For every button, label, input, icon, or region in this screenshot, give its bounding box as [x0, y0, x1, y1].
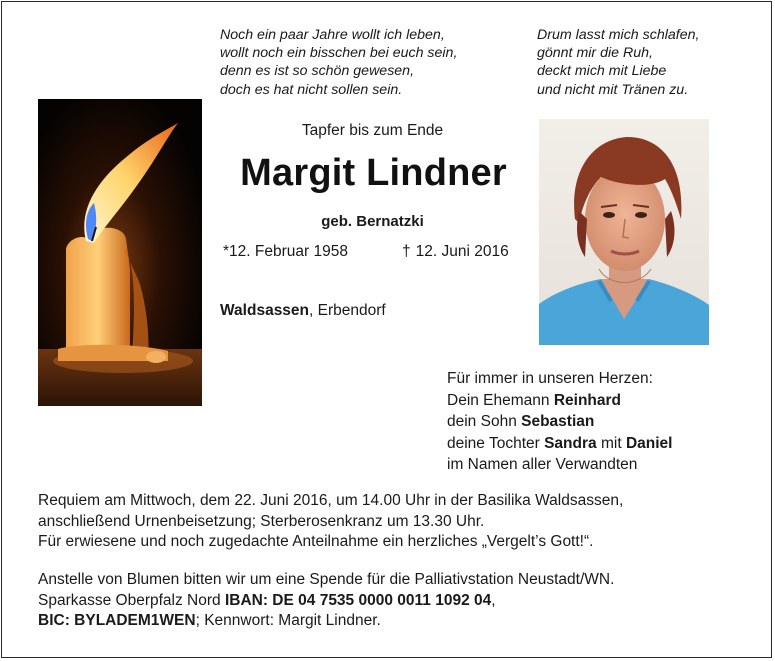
- donation-line-1: Anstelle von Blumen bitten wir um eine Spende für die Palliativstation Neustadt/WN.: [38, 571, 615, 588]
- service-line-2: anschließend Urnenbeisetzung; Sterberosenkranz um 13.30 Uhr.: [38, 512, 485, 530]
- deceased-name: Margit Lindner: [240, 152, 507, 194]
- poem-right: Drum lasst mich schlafen, gönnt mir die Ruh, deckt mich mit Liebe und nicht mit Tränen zu.: [537, 27, 700, 98]
- maiden-name: geb. Bernatzki: [321, 213, 424, 230]
- residence: [220, 302, 386, 320]
- service-info: [38, 491, 738, 553]
- mourner-husband: Dein Ehemann Reinhard: [447, 391, 622, 409]
- cross-icon: †: [402, 243, 411, 260]
- service-line-1: Requiem am Mittwoch, dem 22. Juni 2016, um 14.00 Uhr in der Basilika Waldsassen,: [38, 492, 624, 509]
- birth-date-text: 12. Februar 1958: [229, 243, 348, 260]
- death-date: [402, 243, 509, 261]
- donation-bic-line: BIC: BYLADEM1WEN; Kennwort: Margit Lindner.: [38, 612, 381, 629]
- residence-rest: , Erbendorf: [309, 302, 386, 319]
- mourner-daughter: deine Tochter Sandra mit Daniel: [447, 434, 673, 452]
- mourners-relatives: im Namen aller Verwandten: [447, 456, 638, 473]
- bic: BIC: BYLADEM1WEN: [38, 612, 196, 629]
- mourners-intro: Für immer in unseren Herzen:: [447, 370, 653, 387]
- death-date-text: 12. Juni 2016: [415, 243, 509, 260]
- iban: IBAN: DE 04 7535 0000 0011 1092 04: [224, 591, 492, 609]
- portrait-photo: [539, 119, 709, 345]
- service-line-3: Für erwiesene und noch zugedachte Anteilnahme ein herzliches „Vergelt’s Gott!“.: [38, 533, 594, 550]
- poem-left: Noch ein paar Jahre wollt ich leben, wollt noch ein bisschen bei euch sein, denn es ist so schön gewesen, doch es hat nicht sollen sein.: [220, 27, 458, 98]
- candle-photo: [38, 99, 202, 406]
- deceased-subtitle: Tapfer bis zum Ende: [301, 122, 444, 139]
- birth-symbol: *: [223, 243, 230, 260]
- mourner-son: dein Sohn Sebastian: [447, 413, 595, 430]
- birth-date: [223, 243, 348, 261]
- donation-bank-line: Sparkasse Oberpfalz Nord IBAN: DE 04 7535 0000 0011 1092 04,: [38, 591, 496, 609]
- residence-main: Waldsassen: [220, 302, 310, 319]
- mourners-list: [447, 368, 672, 476]
- donation-info: [38, 570, 738, 632]
